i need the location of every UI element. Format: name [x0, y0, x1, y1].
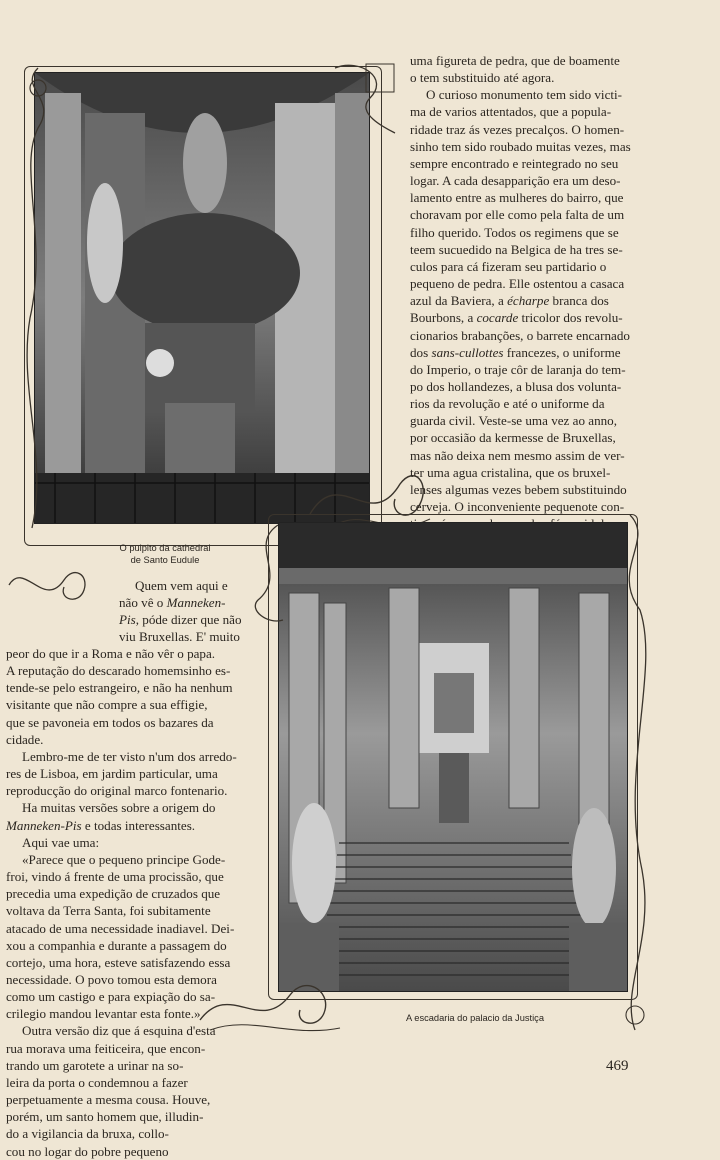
text-line: Outra versão diz que á esquina d'esta	[22, 1023, 216, 1039]
text-line: lenses algumas vezes bebem substituindo	[410, 481, 627, 497]
pulpit-caption-line2: de Santo Eudule	[130, 555, 200, 565]
text-line: trando um garotete a urinar na so-	[6, 1057, 184, 1073]
text-line: mas não deixa nem mesmo assim de ver-	[410, 447, 625, 463]
text-line: branca dos	[552, 293, 609, 309]
ornament-top-right	[330, 58, 400, 138]
italic-word: écharpe	[507, 293, 550, 309]
text-line: sempre encontrado e reintegrado no seu	[410, 155, 619, 171]
text-line: lamento entre as mulheres do bairro, que	[410, 190, 624, 206]
left-column-text-narrow	[119, 577, 255, 646]
text-line: Lembro-me de ter visto n'um dos arredo-	[22, 748, 237, 764]
text-line: Bourbons, a	[410, 310, 474, 326]
italic-word: Manneken-	[166, 595, 226, 611]
text-line: perpetuamente a mesma cousa. Houve,	[6, 1092, 211, 1108]
text-line: culos para cá fizeram seu partidario o	[410, 258, 607, 274]
staircase-photo	[278, 522, 628, 992]
text-line: xou a companhia e durante a passagem do	[6, 937, 227, 953]
text-line: res de Lisboa, em jardim particular, uma	[6, 766, 218, 782]
text-line: ridade traz ás vezes precalços. O homen-	[410, 121, 625, 137]
text-line: visitante que não compre a sua effigie,	[6, 697, 208, 713]
text-line: peor do que ir a Roma e não vêr o papa.	[6, 646, 216, 661]
text-line: reproducção do original marco fontenario.	[6, 783, 228, 799]
text-line: atacado de uma necessidade inadiavel. Dei-	[6, 920, 235, 936]
text-line: o tem substituido até agora.	[410, 70, 555, 86]
text-line: pequeno de pedra. Elle ostentou a casaca	[410, 276, 625, 292]
text-line: porém, um santo homem que, illudin-	[6, 1109, 204, 1125]
ornament-bottom-right-vine	[600, 510, 660, 1040]
text-line: O curioso monumento tem sido victi-	[426, 87, 623, 103]
text-line: necessidade. O povo tomou esta demora	[6, 971, 217, 987]
text-line: cerveja. O inconveniente pequenote con-	[410, 499, 625, 515]
italic-word: Pis	[119, 612, 136, 628]
text-line: como um castigo e para expiação do sa-	[6, 989, 216, 1005]
ornament-bottom-scroll	[190, 950, 350, 1040]
italic-word: Manneken-Pis	[6, 817, 82, 833]
ornament-left-middle	[4, 555, 94, 615]
text-line: guarda civil. Veste-se uma vez ao anno,	[410, 413, 617, 429]
text-line: , póde dizer que não	[135, 612, 242, 628]
text-line: Quem vem aqui e	[135, 578, 228, 593]
text-line: que se pavoneia em todos os bazares da	[6, 714, 214, 730]
text-line: froi, vindo á frente de uma procissão, que	[6, 869, 224, 885]
text-line: por occasião da kermesse de Bruxellas,	[410, 430, 616, 446]
text-line: do a vigilancia da bruxa, collo-	[6, 1126, 169, 1142]
text-line: cortejo, uma hora, esteve satisfazendo essa	[6, 954, 231, 970]
text-line: rios da revolução e até o uniforme da	[410, 396, 605, 412]
text-line: tricolor dos revolu-	[521, 310, 623, 326]
page-number: 469	[606, 1058, 629, 1074]
text-line: Ha muitas versões sobre a origem do	[22, 800, 216, 816]
text-line: Aqui vae uma:	[22, 834, 100, 850]
italic-word: cocarde	[476, 310, 519, 326]
text-line: logar. A cada desapparição era um deso-	[410, 173, 621, 189]
text-line: e todas interessantes.	[84, 817, 196, 833]
ornament-top-left	[8, 58, 68, 538]
text-line: dos	[410, 344, 429, 360]
text-line: «Parece que o pequeno principe Gode-	[22, 851, 226, 867]
text-line: ter uma agua cristalina, que os bruxel-	[410, 464, 611, 480]
text-line: crilegio mandou levantar esta fonte.»	[6, 1006, 201, 1022]
text-line: rua morava uma feiticeira, que encon-	[6, 1040, 206, 1056]
text-line: cidade.	[6, 731, 44, 747]
text-line: tende-se pelo estrangeiro, e não ha nenhum	[6, 680, 233, 696]
text-line: do Imperio, o traje côr de laranja do tem-	[410, 361, 626, 377]
pulpit-caption-line1: O pulpito da cathedral	[119, 543, 211, 553]
staircase-caption: A escadaria do palacio da Justiça	[406, 1013, 544, 1023]
pulpit-caption	[100, 542, 230, 566]
text-line: uma figureta de pedra, que de boamente	[410, 53, 620, 68]
text-line: ma de varios attentados, que a popula-	[410, 104, 612, 120]
left-column-text	[6, 645, 252, 1160]
text-line: A reputação do descarado homemsinho es-	[6, 663, 231, 679]
text-line: teem sucuedido na Belgica de ha tres se-	[410, 241, 623, 257]
text-line: sinho tem sido roubado muitas vezes, mas	[410, 138, 631, 154]
text-line: azul da Baviera, a	[410, 293, 504, 309]
text-line: leira da porta o condemnou a fazer	[6, 1074, 188, 1090]
text-line: não vê o	[119, 595, 164, 611]
italic-word: sans-cullottes	[431, 344, 504, 360]
text-line: viu Bruxellas. E' muito	[119, 629, 240, 645]
text-line: po dos hollandezes, a blusa dos volunta-	[410, 378, 622, 394]
ornament-bottom-left-vine	[238, 520, 298, 630]
text-line: cou no logar do pobre pequeno	[6, 1143, 169, 1159]
text-line: francezes, o uniforme	[506, 344, 621, 360]
text-line: precedia uma expedição de cruzados que	[6, 886, 221, 902]
text-line: voltava da Terra Santa, foi subitamente	[6, 903, 211, 919]
text-line: filho querido. Todos os regimens que se	[410, 224, 619, 240]
text-line: cionarios brabanções, o barrete encarnado	[410, 327, 630, 343]
text-line: choravam por elle como pela falta de um	[410, 207, 625, 223]
